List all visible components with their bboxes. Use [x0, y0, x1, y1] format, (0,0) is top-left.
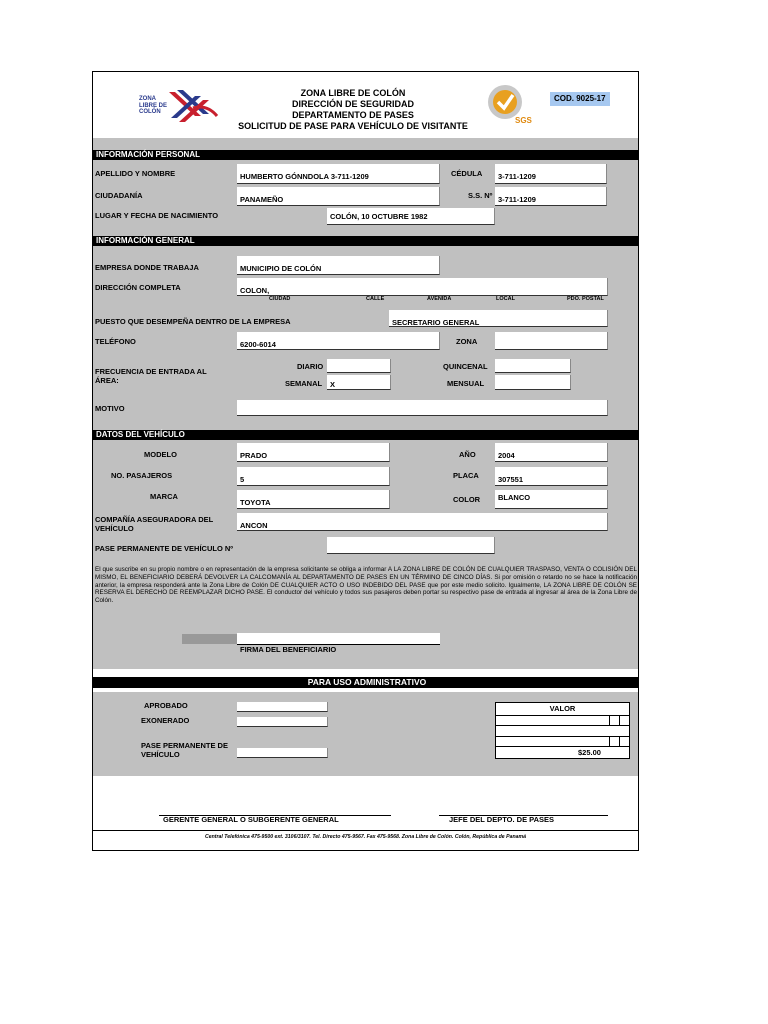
zlc-logo — [137, 86, 219, 128]
ss-label: S.S. Nº — [468, 191, 493, 200]
declaration-text: El que suscribe en su propio nombre o en representación de la empresa solicitante se obliga a informar A LA ZONA LIBRE DE COLÓN DE CUALQUIER TRASPASO, VENTA O COLISIÓN DEL MISMO, EL BENEFICIARIO DEBERÁ DEVOLVER LA CALCOMANÍA AL DEPARTAMENTO DE PASES EN UN TÉRMINO DE CINCO DÍAS. Si por omisión o retardo no se hace la notificación anterior, la empresa responderá ante la Zona Libre de Colón DE CUALQUIER ACTO O USO INDEBIDO DEL PASE que por este medio solicito. Igualmente, LA ZONA LIBRE DE COLÓN SE RESERVA EL DERECHO DE REEMPLAZAR DICHO PASE. El conductor del vehículo y todos sus pasajeros deben portar su respectivo pase de entrada al ingresar al área de la Zona Libre de Colón. — [95, 566, 637, 605]
passengers-label: NO. PASAJEROS — [111, 471, 173, 480]
address-label: DIRECCIÓN COMPLETA — [95, 283, 181, 292]
logo-line-2: LIBRE DE — [139, 102, 168, 109]
application-form — [92, 71, 639, 851]
brand-field[interactable]: TOYOTA — [237, 490, 390, 509]
birth-label: LUGAR Y FECHA DE NACIMIENTO — [95, 211, 219, 220]
admin-permanent-pass-label: PASE PERMANENTE DE VEHÍCULO — [141, 741, 228, 759]
phone-field[interactable]: 6200-6014 — [237, 332, 440, 350]
address-field[interactable]: COLON, — [237, 278, 608, 296]
weekly-field[interactable]: X — [327, 375, 391, 390]
permanent-pass-label: PASE PERMANENTE DE VEHÍCULO Nº — [95, 544, 234, 553]
permanent-pass-field[interactable] — [327, 537, 495, 554]
address-part-city: CIUDAD — [269, 296, 291, 302]
phone-label: TELÉFONO — [95, 337, 136, 346]
company-label: EMPRESA DONDE TRABAJA — [95, 263, 199, 272]
weekly-label: SEMANAL — [285, 379, 323, 388]
footer-divider — [93, 830, 638, 831]
address-part-local: LOCAL — [496, 296, 515, 302]
name-field[interactable]: HUMBERTO GÓNNDOLA 3-711-1209 — [237, 164, 440, 184]
value-table — [495, 702, 630, 759]
logo-line-1: ZONA — [139, 96, 156, 102]
signature-label: FIRMA DEL BENEFICIARIO — [240, 645, 337, 654]
color-label: COLOR — [453, 495, 481, 504]
ss-field[interactable]: 3-711-1209 — [495, 187, 607, 206]
section-general-info: INFORMACIÓN GENERAL — [93, 236, 638, 246]
contact-info: Central Telefónica 475-9500 ext. 3106/3107. Tel. Directo 475-9567. Fax 475-9568. Zona Libre de Colón. Colón, República de Panamá — [204, 834, 527, 840]
daily-label: DIARIO — [297, 362, 324, 371]
nationality-label: CIUDADANÍA — [95, 191, 143, 200]
model-field[interactable]: PRADO — [237, 443, 390, 462]
position-field[interactable]: SECRETARIO GENERAL — [389, 310, 608, 327]
name-label: APELLIDO Y NOMBRE — [95, 169, 176, 178]
title-line-3: DEPARTAMENTO DE PASES — [292, 110, 414, 120]
cedula-label: CÉDULA — [451, 169, 483, 178]
biweekly-label: QUINCENAL — [443, 362, 488, 371]
brand-label: MARCA — [150, 492, 178, 501]
address-part-postal: PDO. POSTAL — [567, 296, 604, 302]
plate-label: PLACA — [453, 471, 479, 480]
sgs-label: SGS — [515, 116, 532, 125]
value-label: VALOR — [549, 704, 576, 713]
section-personal-info: INFORMACIÓN PERSONAL — [93, 150, 638, 160]
exonerated-field[interactable] — [237, 717, 328, 727]
insurer-label: COMPAÑÍA ASEGURADORA DEL VEHÍCULO — [95, 515, 214, 533]
section-vehicle-data: DATOS DEL VEHÍCULO — [93, 430, 638, 440]
biweekly-field[interactable] — [495, 359, 571, 373]
birth-field[interactable]: COLÓN, 10 OCTUBRE 1982 — [327, 208, 495, 225]
approved-field[interactable] — [237, 702, 328, 712]
year-field[interactable]: 2004 — [495, 443, 608, 462]
document-code: COD. 9025-17 — [550, 92, 610, 106]
company-field[interactable]: MUNICIPIO DE COLÓN — [237, 256, 440, 275]
cedula-field[interactable]: 3-711-1209 — [495, 164, 607, 184]
address-part-street: CALLE — [366, 296, 385, 302]
model-label: MODELO — [144, 450, 177, 459]
reason-label: MOTIVO — [95, 404, 125, 413]
approved-label: APROBADO — [144, 701, 188, 710]
year-label: AÑO — [459, 450, 476, 459]
exonerated-label: EXONERADO — [141, 716, 190, 725]
monthly-label: MENSUAL — [447, 379, 485, 388]
admin-permanent-pass-field[interactable] — [237, 748, 328, 758]
signature-stamp-area — [182, 634, 238, 644]
position-label: PUESTO QUE DESEMPEÑA DENTRO DE LA EMPRESA — [95, 317, 291, 326]
zone-label: ZONA — [456, 337, 478, 346]
reason-field[interactable] — [237, 400, 608, 416]
chief-label: JEFE DEL DEPTO. DE PASES — [449, 815, 555, 824]
nationality-field[interactable]: PANAMEÑO — [237, 187, 440, 206]
title-line-1: ZONA LIBRE DE COLÓN — [300, 88, 406, 98]
insurer-field[interactable]: ANCON — [237, 513, 608, 531]
passengers-field[interactable]: 5 — [237, 467, 390, 486]
color-field[interactable]: BLANCO — [495, 490, 608, 509]
certification-logo — [485, 82, 545, 126]
daily-field[interactable] — [327, 359, 391, 373]
price-value: $25.00 — [578, 748, 601, 757]
frequency-label: FRECUENCIA DE ENTRADA AL ÁREA: — [95, 367, 207, 385]
monthly-field[interactable] — [495, 375, 571, 390]
zone-field[interactable] — [495, 332, 608, 350]
signature-field[interactable] — [237, 633, 440, 645]
plate-field[interactable]: 307551 — [495, 467, 608, 486]
manager-label: GERENTE GENERAL O SUBGERENTE GENERAL — [163, 815, 339, 824]
section-admin: PARA USO ADMINISTRATIVO — [93, 677, 638, 688]
title-line-2: DIRECCIÓN DE SEGURIDAD — [291, 99, 414, 109]
form-title-block — [213, 88, 493, 132]
address-part-avenue: AVENIDA — [427, 296, 452, 302]
logo-line-3: COLÓN — [139, 109, 161, 115]
page-title: SOLICITUD DE PASE PARA VEHÍCULO DE VISITANTE — [238, 121, 468, 131]
